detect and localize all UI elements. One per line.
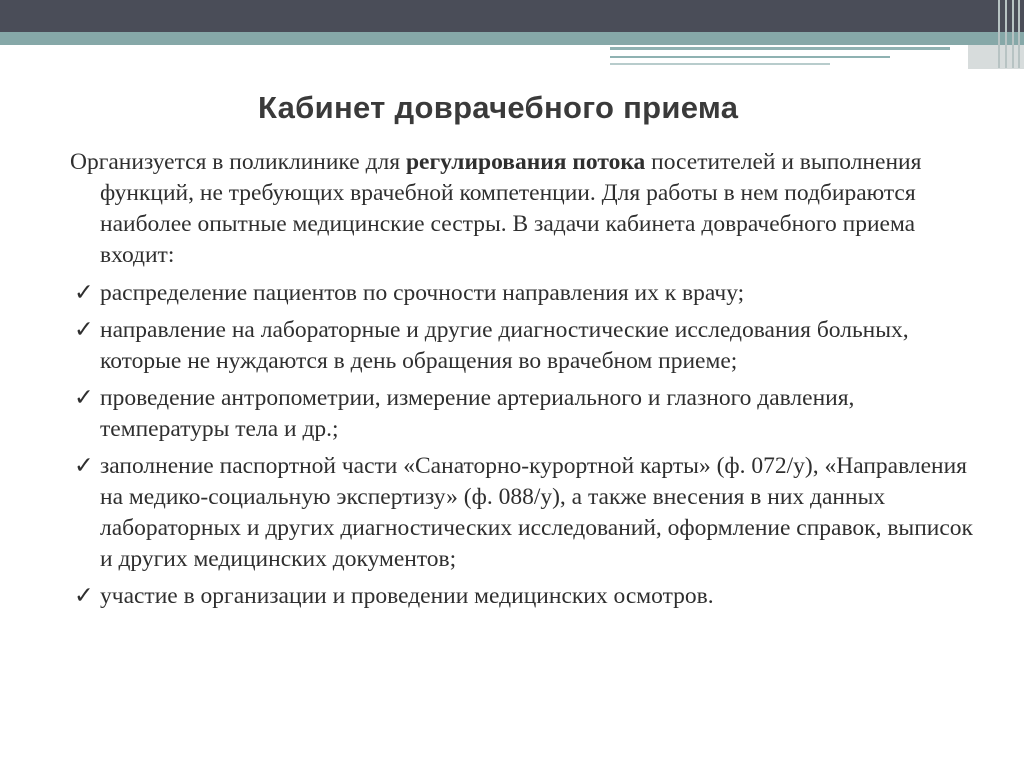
- decor-vertical-line: [998, 0, 1000, 68]
- decor-stripe: [610, 63, 830, 65]
- intro-text-before: Организуется в поликлинике для: [70, 149, 406, 175]
- decor-vertical-line: [1018, 0, 1020, 68]
- checkmark-icon: ✓: [74, 453, 94, 479]
- intro-paragraph: [70, 147, 980, 271]
- intro-text-after: посетителей и выполнения функций, не требующих врачебной компетенции. Для работы в нем подбираются наиболее опытные медицинские сестры. В задачи кабинета доврачебного приема входит:: [100, 149, 922, 268]
- list-item-text: заполнение паспортной части «Санаторно-курортной карты» (ф. 072/у), «Направления на медико-социальную экспертизу» (ф. 088/у), а также внесения в них данных лабораторных и других диагностических исследований, оформление справок, выписок и других медицинских документов;: [100, 453, 973, 572]
- list-item-text: проведение антропометрии, измерение артериального и глазного давления, температуры тела и др.;: [100, 385, 855, 442]
- list-item: [70, 451, 980, 575]
- intro-bold-text: регулирования потока: [405, 149, 646, 175]
- list-item-text: направление на лабораторные и другие диагностические исследования больных, которые не нуждаются в день обращения во врачебном приеме;: [100, 317, 909, 374]
- checkmark-icon: ✓: [74, 280, 94, 306]
- decor-vertical-line: [1005, 0, 1007, 68]
- list-item: [70, 315, 980, 377]
- decor-stripe: [610, 56, 890, 58]
- checkmark-icon: ✓: [74, 385, 94, 411]
- list-item: [70, 581, 980, 612]
- list-item: [70, 383, 980, 445]
- decor-corner: [968, 45, 1024, 69]
- header-dark-band: [0, 0, 1024, 32]
- header-teal-band: [0, 32, 1024, 45]
- checkmark-icon: ✓: [74, 317, 94, 343]
- checkmark-icon: ✓: [74, 583, 94, 609]
- decor-vertical-line: [1012, 0, 1014, 68]
- list-item-text: распределение пациентов по срочности направления их к врачу;: [100, 280, 745, 306]
- slide-body: [70, 147, 980, 618]
- list-item-text: участие в организации и проведении медицинских осмотров.: [100, 583, 714, 609]
- decor-stripe: [610, 47, 950, 50]
- list-item: [70, 278, 980, 309]
- task-list: [70, 278, 980, 612]
- slide-title: Кабинет доврачебного приема: [258, 90, 739, 125]
